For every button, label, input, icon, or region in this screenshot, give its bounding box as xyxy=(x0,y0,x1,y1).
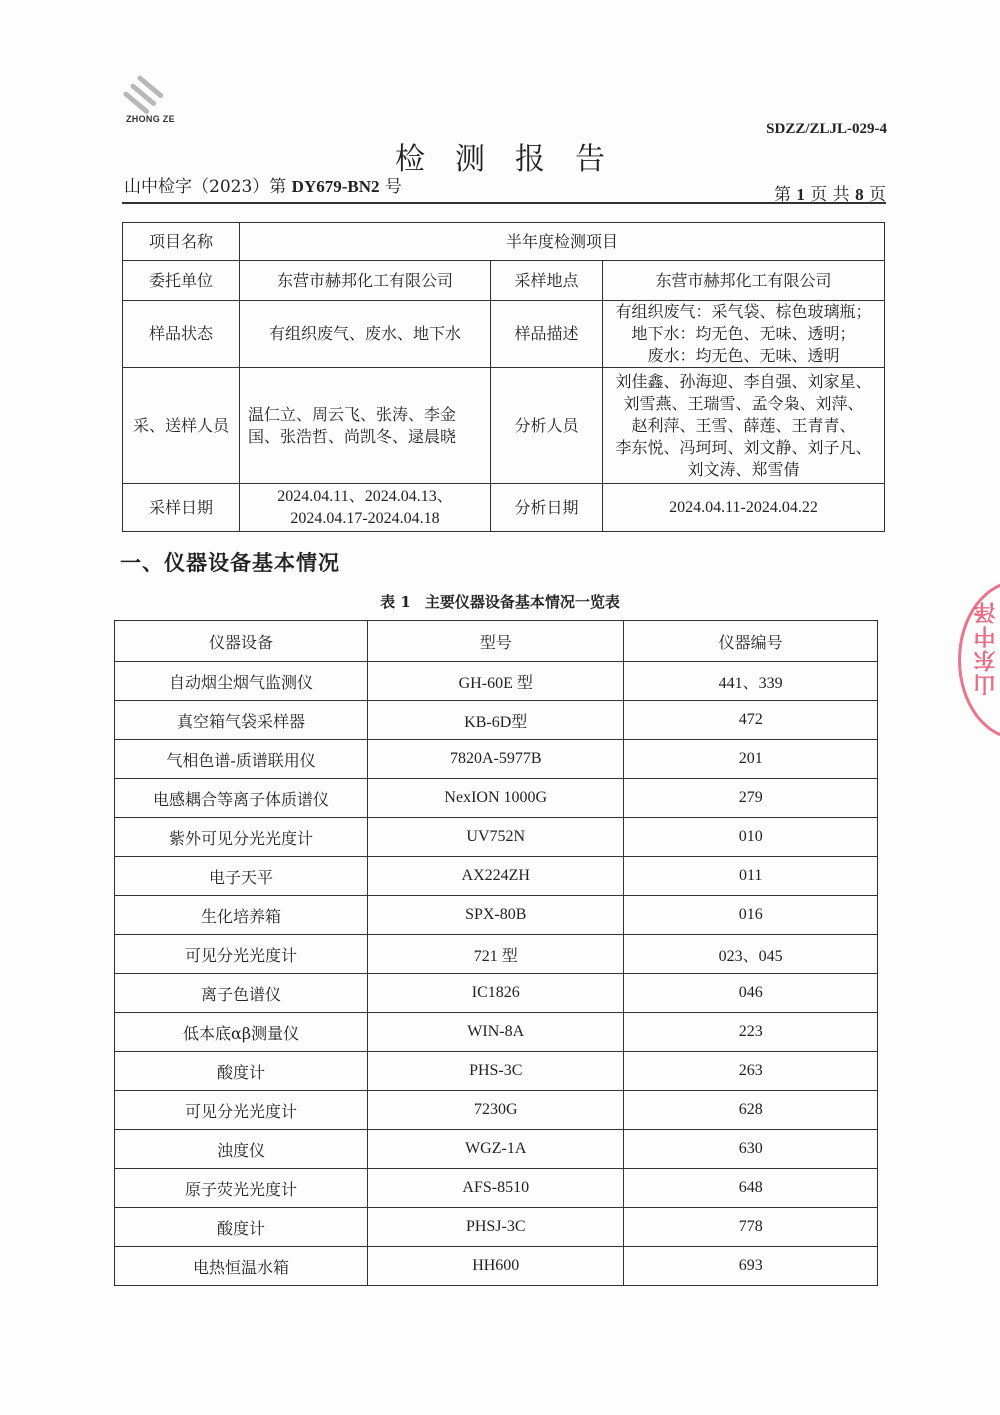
project-name-label: 项目名称 xyxy=(123,223,240,261)
report-number xyxy=(124,172,402,197)
equipment-model: 721 型 xyxy=(368,935,624,974)
analysts-line: 刘雪燕、王瑞雪、孟令枭、刘萍、 xyxy=(623,393,864,413)
page-label-mid: 页 共 xyxy=(810,185,850,205)
analysts-line: 刘文涛、郑雪倩 xyxy=(687,459,800,479)
equipment-model: PHS-3C xyxy=(368,1052,624,1091)
equipment-model: WGZ-1A xyxy=(368,1130,624,1169)
client-label: 委托单位 xyxy=(123,261,240,301)
page-current: 1 xyxy=(796,185,805,204)
report-info-table xyxy=(122,222,885,532)
samplers-line: 温仁立、周云飞、张涛、李金 xyxy=(248,404,457,424)
sampling-date-line: 2024.04.11、2024.04.13、 xyxy=(277,487,453,505)
equipment-id: 263 xyxy=(624,1052,878,1091)
equipment-id: 472 xyxy=(624,701,878,740)
analysts-label: 分析人员 xyxy=(491,368,603,484)
equipment-model: KB-6D型 xyxy=(368,701,624,740)
table-row xyxy=(115,1091,878,1130)
info-row-personnel xyxy=(123,368,885,484)
equipment-model: PHSJ-3C xyxy=(368,1208,624,1247)
info-row-client xyxy=(123,261,885,301)
equipment-model: HH600 xyxy=(368,1247,624,1286)
samplers-line: 国、张浩哲、尚凯冬、逯晨晓 xyxy=(248,426,457,446)
table-row xyxy=(115,1013,878,1052)
equipment-model: UV752N xyxy=(368,818,624,857)
table-row xyxy=(115,857,878,896)
equipment-name: 原子荧光光度计 xyxy=(115,1169,368,1208)
header-divider xyxy=(122,202,886,204)
equipment-name: 浊度仪 xyxy=(115,1130,368,1169)
document-code: SDZZ/ZLJL-029-4 xyxy=(766,121,887,137)
equipment-header-row xyxy=(115,621,878,662)
table-caption-text: 主要仪器设备基本情况一览表 xyxy=(424,593,620,611)
section-title: 一、仪器设备基本情况 xyxy=(120,550,340,575)
page-label-suffix: 页 xyxy=(869,185,886,205)
analysis-date-value: 2024.04.11-2024.04.22 xyxy=(603,484,885,532)
samplers-label: 采、送样人员 xyxy=(123,368,240,484)
equipment-name: 紫外可见分光光度计 xyxy=(115,818,368,857)
equipment-model: SPX-80B xyxy=(368,896,624,935)
equipment-id: 201 xyxy=(624,740,878,779)
table-row xyxy=(115,1208,878,1247)
equipment-id: 046 xyxy=(624,974,878,1013)
project-name-value: 半年度检测项目 xyxy=(240,223,885,261)
equipment-name: 酸度计 xyxy=(115,1052,368,1091)
table-caption-number: 表 1 xyxy=(380,593,411,611)
report-number-prefix: 山中检字（2023）第 xyxy=(124,177,287,197)
equipment-model: WIN-8A xyxy=(368,1013,624,1052)
logo-text: ZHONG ZE xyxy=(126,114,175,124)
info-row-project xyxy=(123,223,885,261)
equipment-name: 电感耦合等离子体质谱仪 xyxy=(115,779,368,818)
table-row xyxy=(115,1169,878,1208)
equipment-name: 低本底αβ测量仪 xyxy=(115,1013,368,1052)
equipment-name: 电子天平 xyxy=(115,857,368,896)
equipment-model: AX224ZH xyxy=(368,857,624,896)
samplers-value xyxy=(240,368,491,484)
table-row xyxy=(115,1052,878,1091)
equipment-name: 自动烟尘烟气监测仪 xyxy=(115,662,368,701)
report-number-code: DY679-BN2 xyxy=(291,177,380,196)
equipment-name: 可见分光光度计 xyxy=(115,1091,368,1130)
table-row xyxy=(115,974,878,1013)
client-value: 东营市赫邦化工有限公司 xyxy=(240,261,491,301)
equipment-id: 648 xyxy=(624,1169,878,1208)
sampling-date-label: 采样日期 xyxy=(123,484,240,532)
company-logo xyxy=(124,72,184,128)
column-header-equipment: 仪器设备 xyxy=(115,621,368,662)
table-row xyxy=(115,1247,878,1286)
table-caption xyxy=(0,591,1000,612)
analysts-line: 刘佳鑫、孙海迎、李自强、刘家星、 xyxy=(615,371,872,391)
sampling-site-value: 东营市赫邦化工有限公司 xyxy=(603,261,885,301)
equipment-model: GH-60E 型 xyxy=(368,662,624,701)
table-row xyxy=(115,701,878,740)
equipment-name: 离子色谱仪 xyxy=(115,974,368,1013)
equipment-model: NexION 1000G xyxy=(368,779,624,818)
equipment-model: 7820A-5977B xyxy=(368,740,624,779)
table-row xyxy=(115,662,878,701)
sampling-date-value xyxy=(240,484,491,532)
sampling-date-line: 2024.04.17-2024.04.18 xyxy=(290,509,440,527)
table-row xyxy=(115,779,878,818)
equipment-id: 279 xyxy=(624,779,878,818)
equipment-id: 693 xyxy=(624,1247,878,1286)
equipment-id: 628 xyxy=(624,1091,878,1130)
equipment-name: 气相色谱-质谱联用仪 xyxy=(115,740,368,779)
sample-desc-value xyxy=(603,301,885,368)
table-row xyxy=(115,1130,878,1169)
sample-desc-line: 地下水：均无色、无味、透明； xyxy=(631,324,856,343)
equipment-id: 441、339 xyxy=(624,662,878,701)
sample-state-value: 有组织废气、废水、地下水 xyxy=(240,301,491,368)
equipment-name: 可见分光光度计 xyxy=(115,935,368,974)
table-row xyxy=(115,740,878,779)
equipment-id: 011 xyxy=(624,857,878,896)
analysts-value xyxy=(603,368,885,484)
sample-desc-line: 废水：均无色、无味、透明 xyxy=(647,346,840,365)
equipment-id: 016 xyxy=(624,896,878,935)
table-row xyxy=(115,896,878,935)
info-row-dates xyxy=(123,484,885,532)
equipment-model: IC1826 xyxy=(368,974,624,1013)
equipment-name: 真空箱气袋采样器 xyxy=(115,701,368,740)
equipment-name: 酸度计 xyxy=(115,1208,368,1247)
equipment-id: 010 xyxy=(624,818,878,857)
equipment-name: 电热恒温水箱 xyxy=(115,1247,368,1286)
column-header-id: 仪器编号 xyxy=(624,621,878,662)
equipment-name: 生化培养箱 xyxy=(115,896,368,935)
equipment-id: 223 xyxy=(624,1013,878,1052)
analysis-date-label: 分析日期 xyxy=(491,484,603,532)
equipment-id: 630 xyxy=(624,1130,878,1169)
page-title: 检测报告 xyxy=(395,142,635,177)
table-row xyxy=(115,818,878,857)
equipment-model: 7230G xyxy=(368,1091,624,1130)
page-label-prefix: 第 xyxy=(773,185,791,205)
sample-desc-line: 有组织废气：采气袋、棕色玻璃瓶； xyxy=(615,302,872,321)
equipment-model: AFS-8510 xyxy=(368,1169,624,1208)
sample-state-label: 样品状态 xyxy=(123,301,240,368)
equipment-table xyxy=(114,620,878,1286)
equipment-id: 023、045 xyxy=(624,935,878,974)
official-seal-text: 山东中泽 xyxy=(973,600,999,696)
report-number-suffix: 号 xyxy=(384,177,402,197)
logo-stripes-icon xyxy=(124,72,184,112)
sampling-site-label: 采样地点 xyxy=(491,261,603,301)
column-header-model: 型号 xyxy=(368,621,624,662)
page-total: 8 xyxy=(855,185,864,204)
info-row-sample-state xyxy=(123,301,885,368)
table-row xyxy=(115,935,878,974)
equipment-id: 778 xyxy=(624,1208,878,1247)
analysts-line: 赵利萍、王雪、薛莲、王青青、 xyxy=(631,415,856,435)
sample-desc-label: 样品描述 xyxy=(491,301,603,368)
analysts-line: 李东悦、冯珂珂、刘文静、刘子凡、 xyxy=(615,437,872,457)
